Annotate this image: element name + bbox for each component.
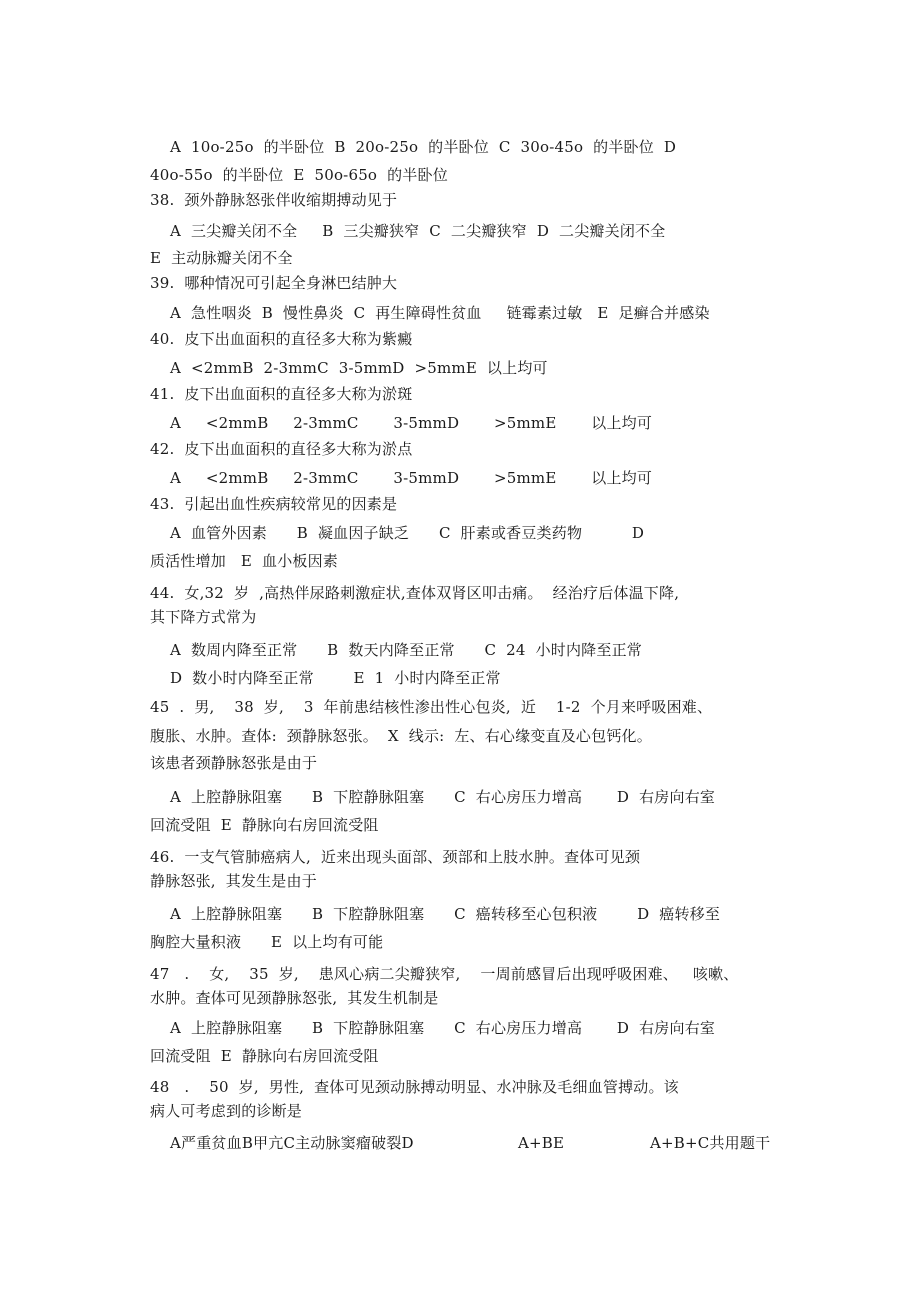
question-44-cont: 其下降方式常为	[150, 608, 257, 626]
question-46: 46. 一支气管肺癌病人, 近来出现头面部、颈部和上肢水肿。查体可见颈	[150, 848, 641, 866]
question-41: 41. 皮下出血面积的直径多大称为淤斑	[150, 385, 413, 403]
option-line: A 10o-25o 的半卧位 B 20o-25o 的半卧位 C 30o-45o 的半卧位 D	[170, 138, 677, 156]
question-45-cont: 腹胀、水肿。查体: 颈静脉怒张。 X 线示: 左、右心缘变直及心包钙化。	[150, 727, 652, 745]
option-line-cont: 质活性增加 E 血小板因素	[150, 552, 338, 570]
question-48-cont: 病人可考虑到的诊断是	[150, 1102, 303, 1120]
question-39: 39. 哪种情况可引起全身淋巴结肿大	[150, 274, 398, 292]
option-line-cont: 胸腔大量积液 E 以上均有可能	[150, 933, 384, 951]
option-line-cont: 40o-55o 的半卧位 E 50o-65o 的半卧位	[150, 166, 448, 184]
option-line: D 数小时内降至正常 E 1 小时内降至正常	[170, 669, 501, 687]
question-43: 43. 引起出血性疾病较常见的因素是	[150, 495, 398, 513]
option-48-a: A严重贫血B甲亢C主动脉窦瘤破裂D	[170, 1134, 414, 1152]
question-38: 38. 颈外静脉怒张伴收缩期搏动见于	[150, 191, 398, 209]
question-47-cont: 水肿。查体可见颈静脉怒张, 其发生机制是	[150, 989, 439, 1007]
question-45-cont: 该患者颈静脉怒张是由于	[150, 754, 318, 772]
option-line: A 数周内降至正常 B 数天内降至正常 C 24 小时内降至正常	[170, 641, 642, 659]
option-line-cont: E 主动脉瓣关闭不全	[150, 249, 293, 267]
option-line: A <2mmB 2-3mmC 3-5mmD >5mmE 以上均可	[170, 359, 548, 377]
question-40: 40. 皮下出血面积的直径多大称为紫癜	[150, 330, 413, 348]
option-line: A 血管外因素 B 凝血因子缺乏 C 肝素或香豆类药物 D	[170, 524, 645, 542]
option-line: A <2mmB 2-3mmC 3-5mmD >5mmE 以上均可	[170, 469, 653, 487]
question-45: 45 . 男, 38 岁, 3 年前患结核性渗出性心包炎, 近 1-2 个月来呼吸困难、	[150, 698, 713, 716]
question-46-cont: 静脉怒张, 其发生是由于	[150, 872, 317, 890]
option-line: A <2mmB 2-3mmC 3-5mmD >5mmE 以上均可	[170, 414, 653, 432]
option-48-b: A+BE	[518, 1134, 565, 1152]
option-line: A 急性咽炎 B 慢性鼻炎 C 再生障碍性贫血 链霉素过敏 E 足癣合并感染	[170, 304, 710, 322]
option-line-48	[170, 1133, 770, 1153]
option-line-cont: 回流受阻 E 静脉向右房回流受阻	[150, 1047, 379, 1065]
option-line: A 三尖瓣关闭不全 B 三尖瓣狭窄 C 二尖瓣狭窄 D 二尖瓣关闭不全	[170, 222, 666, 240]
option-line-cont: 回流受阻 E 静脉向右房回流受阻	[150, 816, 379, 834]
question-47: 47 . 女, 35 岁, 患风心病二尖瓣狭窄, 一周前感冒后出现呼吸困难、 咳嗽、	[150, 965, 739, 983]
question-42: 42. 皮下出血面积的直径多大称为淤点	[150, 440, 413, 458]
option-48-c: A+B+C共用题干	[650, 1134, 771, 1152]
option-line: A 上腔静脉阻塞 B 下腔静脉阻塞 C 右心房压力增高 D 右房向右室	[170, 788, 716, 806]
question-44: 44. 女,32 岁 ,高热伴尿路刺激症状,查体双肾区叩击痛。 经治疗后体温下降,	[150, 584, 680, 602]
option-line: A 上腔静脉阻塞 B 下腔静脉阻塞 C 右心房压力增高 D 右房向右室	[170, 1019, 716, 1037]
question-48: 48 . 50 岁, 男性, 查体可见颈动脉搏动明显、水冲脉及毛细血管搏动。该	[150, 1078, 679, 1096]
option-line: A 上腔静脉阻塞 B 下腔静脉阻塞 C 癌转移至心包积液 D 癌转移至	[170, 905, 721, 923]
